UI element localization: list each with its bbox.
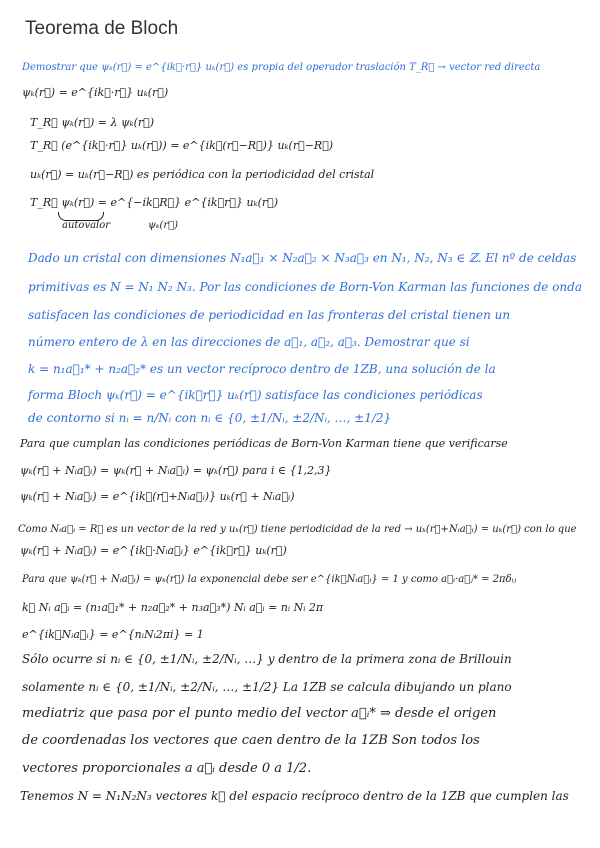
note-line: primitivas es N = N₁ N₂ N₃. Por las condiciones de Born-Von Karman las funciones de onda [28, 280, 582, 294]
note-line: e^{ik⃗Nᵢa⃗ᵢ} = e^{nᵢNᵢ2πi} = 1 [22, 628, 204, 641]
note-line: Sólo ocurre si nᵢ ∈ {0, ±1/Nᵢ, ±2/Nᵢ, …} y dentro de la primera zona de Brillouin [22, 652, 512, 666]
note-line: Para que cumplan las condiciones periódicas de Born-Von Karman tiene que verificarse [20, 437, 508, 450]
note-line: ψₖ(r⃗ + Nᵢa⃗ᵢ) = e^{ik⃗·Nᵢa⃗ᵢ} e^{ik⃗r⃗} uₖ(r⃗) [20, 544, 287, 557]
note-label: autovalor [62, 220, 111, 231]
note-line: ψₖ(r⃗ + Nᵢa⃗ᵢ) = ψₖ(r⃗ + Nᵢa⃗ᵢ) = ψₖ(r⃗) para i ∈ {1,2,3} [20, 464, 332, 477]
note-line: de coordenadas los vectores que caen dentro de la 1ZB Son todos los [22, 733, 480, 748]
note-line: Como Nᵢa⃗ᵢ = R⃗ es un vector de la red y uₖ(r⃗) tiene periodicidad de la red → uₖ(r⃗+Nᵢa⃗ᵢ) = uₖ(r⃗) con lo que [18, 524, 577, 535]
note-line: T_R⃗ ψₖ(r⃗) = λ ψₖ(r⃗) [30, 116, 155, 129]
note-line: uₖ(r⃗) = uₖ(r⃗−R⃗) es periódica con la periodicidad del cristal [30, 168, 375, 181]
note-line: de contorno si nᵢ = n/Nᵢ con nᵢ ∈ {0, ±1/Nᵢ, ±2/Nᵢ, …, ±1/2} [28, 411, 392, 425]
note-line: mediatriz que pasa por el punto medio del vector a⃗ᵢ* ⇒ desde el origen [22, 706, 497, 721]
note-line: ψₖ(r⃗ + Nᵢa⃗ᵢ) = e^{ik⃗(r⃗+Nᵢa⃗ᵢ)} uₖ(r⃗ + Nᵢa⃗ᵢ) [20, 490, 295, 503]
note-line: vectores proporcionales a a⃗ᵢ desde 0 a 1/2. [22, 761, 312, 776]
note-line: satisfacen las condiciones de periodicidad en las fronteras del cristal tienen un [28, 308, 511, 322]
note-line: T_R⃗ ψₖ(r⃗) = e^{−ik⃗R⃗} e^{ik⃗r⃗} uₖ(r⃗) [30, 196, 279, 209]
note-line: k⃗ Nᵢ a⃗ᵢ = (n₁a⃗₁* + n₂a⃗₂* + n₃a⃗₃*) Nᵢ a⃗ᵢ = nᵢ Nᵢ 2π [22, 601, 324, 614]
note-label: ψₖ(r⃗) [148, 220, 179, 231]
note-line: ψₖ(r⃗) = e^{ik⃗·r⃗} uₖ(r⃗) [22, 86, 169, 99]
note-line: T_R⃗ (e^{ik⃗·r⃗} uₖ(r⃗)) = e^{ik⃗(r⃗−R⃗)} uₖ(r⃗−R⃗) [30, 139, 334, 152]
note-line: forma Bloch ψₖ(r⃗) = e^{ik⃗r⃗} uₖ(r⃗) satisface las condiciones periódicas [28, 388, 483, 402]
note-line: solamente nᵢ ∈ {0, ±1/Nᵢ, ±2/Nᵢ, …, ±1/2} La 1ZB se calcula dibujando un plano [22, 680, 512, 694]
note-line: número entero de λ en las direcciones de a⃗₁, a⃗₂, a⃗₃. Demostrar que si [28, 335, 470, 349]
page-title: Teorema de Bloch [25, 18, 179, 39]
note-line: Dado un cristal con dimensiones N₁a⃗₁ × N₂a⃗₂ × N₃a⃗₃ en N₁, N₂, N₃ ∈ ℤ. El nº de celdas [28, 251, 577, 265]
note-line: k = n₁a⃗₁* + n₂a⃗₂* es un vector recíproco dentro de 1ZB, una solución de la [28, 362, 496, 376]
note-line: Tenemos N = N₁N₂N₃ vectores k⃗ del espacio recíproco dentro de la 1ZB que cumplen las [20, 789, 569, 803]
note-line: Para que ψₖ(r⃗ + Nᵢa⃗ᵢ) = ψₖ(r⃗) la exponencial debe ser e^{ik⃗Nᵢa⃗ᵢ} = 1 y como a⃗ᵢ·a⃗ⱼ* = 2πδᵢⱼ [22, 574, 517, 585]
note-line: Demostrar que ψₖ(r⃗) = e^{ik⃗·r⃗} uₖ(r⃗) es propia del operador traslación T_R⃗ → vector red directa [22, 62, 541, 73]
